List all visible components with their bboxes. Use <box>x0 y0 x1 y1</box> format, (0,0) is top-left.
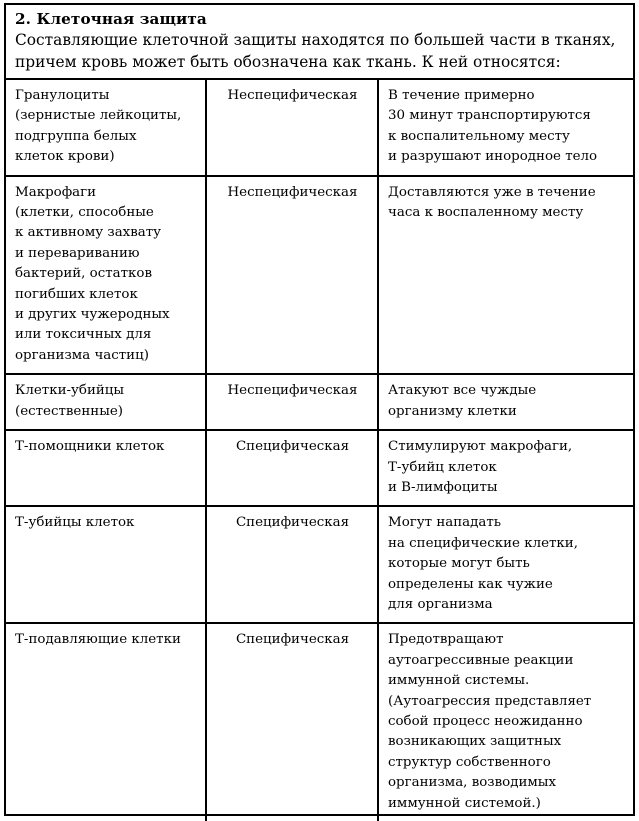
cell-line: к активному захвату <box>15 225 162 241</box>
cell-line: Доставляются уже в течение <box>388 184 596 200</box>
table-row <box>6 80 633 176</box>
cell-line: (естественные) <box>15 403 124 419</box>
cell-line: собой процесс неожиданно <box>388 713 583 729</box>
cell-line: подгруппа белых <box>15 128 137 144</box>
cell-line: Гранулоциты <box>15 88 110 103</box>
cell-line: Атакуют все чуждые <box>388 383 537 399</box>
table-row <box>6 176 633 375</box>
cell-defense-description <box>378 506 633 623</box>
cell-line: и В-лимфоциты <box>388 479 498 495</box>
cell-line: Т-помощники клеток <box>15 439 165 455</box>
cell-line: Т-убийцы клеток <box>15 515 135 531</box>
cell-defense-type: Неспецифическая <box>206 176 378 375</box>
cell-defense-name <box>6 374 206 430</box>
cell-defense-type: Специфическая <box>206 430 378 506</box>
cell-line: для организма <box>388 596 493 612</box>
cell-defense-description <box>378 374 633 430</box>
intro-line: Составляющие клеточной защиты находятся по большей части в тканях, <box>15 31 616 49</box>
cell-line: определены как чужие <box>388 576 553 592</box>
intro-line: причем кровь может быть обозначена как ткань. К ней относятся: <box>15 52 561 71</box>
cell-line: организму клетки <box>388 403 517 419</box>
cell-line: Т-подавляющие клетки <box>15 632 181 648</box>
intro-block <box>6 5 633 80</box>
cell-line: возникающих защитных <box>388 734 562 750</box>
cell-line: погибших клеток <box>15 286 138 302</box>
cell-line: В течение примерно <box>388 88 535 103</box>
cell-line: к воспалительному месту <box>388 128 570 144</box>
cell-line: клеток крови) <box>15 149 115 165</box>
intro-paragraph <box>15 30 625 73</box>
cell-line: Могут нападать <box>388 515 502 531</box>
cell-defense-name <box>6 80 206 176</box>
cell-line: Стимулируют макрофаги, <box>388 439 573 455</box>
cell-line: иммунной системы. <box>388 673 530 689</box>
cell-defense-name <box>6 176 206 375</box>
cell-defense-description <box>378 623 633 821</box>
cell-line: иммунной системой.) <box>388 795 541 811</box>
cell-line: бактерий, остатков <box>15 266 153 282</box>
cell-line: (Аутоагрессия представляет <box>388 693 592 709</box>
cell-line: Предотвращают <box>388 632 504 648</box>
cell-defense-type: Специфическая <box>206 623 378 821</box>
cell-line: (клетки, способные <box>15 205 154 221</box>
cell-defense-name <box>6 506 206 623</box>
cell-line: Т-убийц клеток <box>388 459 497 475</box>
cell-line: или токсичных для <box>15 327 152 343</box>
cell-defense-type: Неспецифическая <box>206 80 378 176</box>
cell-defense-description <box>378 430 633 506</box>
cell-line: организма частиц) <box>15 347 149 363</box>
table-row <box>6 506 633 623</box>
table-row <box>6 623 633 821</box>
document-frame <box>4 3 635 816</box>
cell-line: структур собственного <box>388 754 551 770</box>
page-title: 2. Клеточная защита <box>15 10 207 28</box>
cell-line: и разрушают инородное тело <box>388 149 598 165</box>
table-body <box>6 80 633 821</box>
cell-line: часа к воспаленному месту <box>388 205 584 221</box>
cellular-defense-table <box>6 80 633 821</box>
cell-line: Макрофаги <box>15 184 97 200</box>
cell-line: на специфические клетки, <box>388 535 578 551</box>
cell-line: которые могут быть <box>388 556 530 572</box>
cell-line: 30 минут транспортируются <box>388 108 591 124</box>
cell-line: и перевариванию <box>15 245 140 261</box>
cell-defense-name <box>6 623 206 821</box>
table-row <box>6 430 633 506</box>
cell-line: аутоагрессивные реакции <box>388 652 574 668</box>
cell-defense-description <box>378 176 633 375</box>
cell-defense-description <box>378 80 633 176</box>
table-row <box>6 374 633 430</box>
cell-line: (зернистые лейкоциты, <box>15 108 182 124</box>
cell-line: и других чужеродных <box>15 307 170 323</box>
cell-defense-name <box>6 430 206 506</box>
cell-line: Клетки-убийцы <box>15 383 125 399</box>
cell-defense-type: Специфическая <box>206 506 378 623</box>
cell-line: организма, возводимых <box>388 775 556 791</box>
cell-defense-type: Неспецифическая <box>206 374 378 430</box>
